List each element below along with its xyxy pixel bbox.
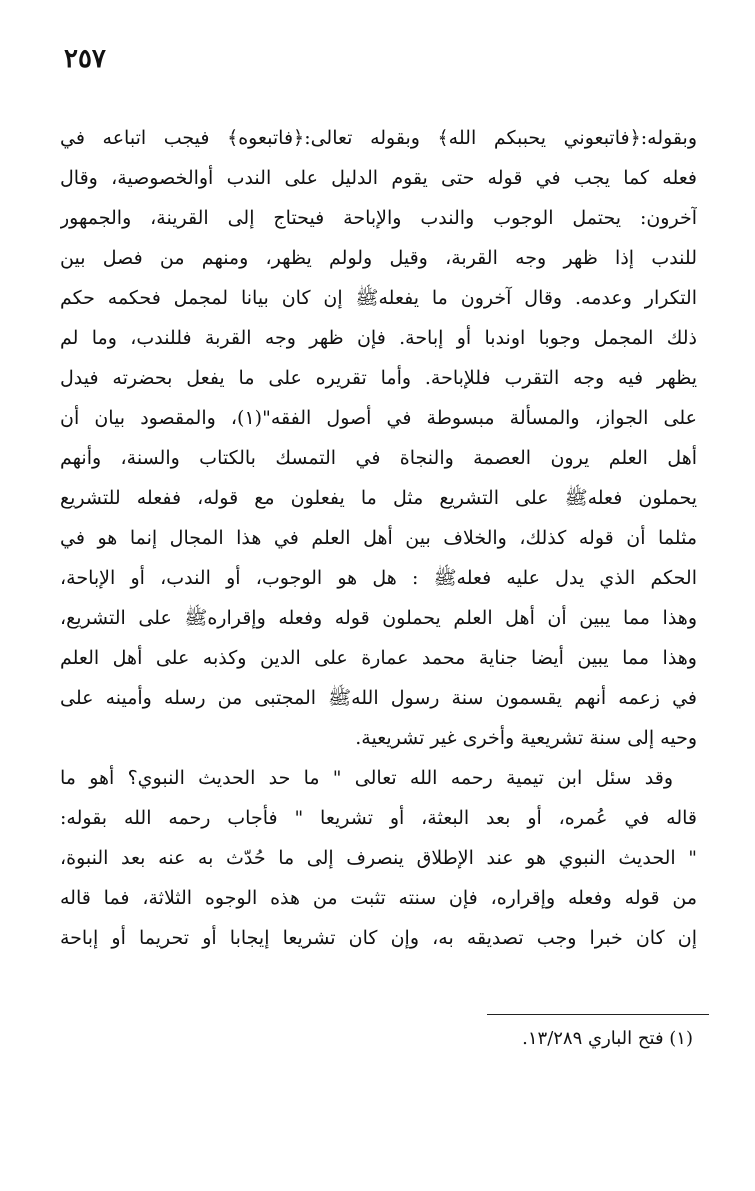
footnote: (١) فتح الباري ١٣/٢٨٩. [522, 1028, 693, 1049]
text-line: وحيه إلى سنة تشريعية وأخرى غير تشريعية. [355, 727, 697, 749]
text-line: في زعمه أنهم يقسمون سنة رسول اللهﷺ المجتبى من رسله وأمينه على [60, 687, 697, 709]
text-line: وهذا مما يبين أن أهل العلم يحملون قوله وفعله وإقرارهﷺ على التشريع، [60, 607, 697, 629]
text-line: يظهر فيه وجه التقرب فللإباحة. وأما تقريره على ما يفعل بحضرته فيدل [60, 367, 697, 389]
text-line: وبقوله:﴿فاتبعوني يحببكم الله﴾ وبقوله تعالى:﴿فاتبعوه﴾ فيجب اتباعه في [60, 127, 697, 149]
text-line: أهل العلم يرون العصمة والنجاة في التمسك بالكتاب والسنة، وأنهم [60, 447, 697, 469]
text-line: وهذا مما يبين أيضا جناية محمد عمارة على الدين وكذبه على أهل العلم [60, 647, 697, 669]
text-line: التكرار وعدمه. وقال آخرون ما يفعلهﷺ إن كان بيانا لمجمل فحكمه حكم [60, 287, 697, 309]
text-line: مثلما أن قوله كذلك، والخلاف بين أهل العلم في هذا المجال إنما هو في [60, 527, 697, 549]
text-line: وقد سئل ابن تيمية رحمه الله تعالى " ما حد الحديث النبوي؟ أهو ما [60, 767, 673, 789]
text-line: الحكم الذي يدل عليه فعلهﷺ : هل هو الوجوب، أو الندب، أو الإباحة، [60, 567, 697, 589]
text-line: يحملون فعلهﷺ على التشريع مثل ما يفعلون مع قوله، ففعله للتشريع [60, 487, 697, 509]
body-text [60, 118, 697, 958]
footnote-divider [487, 1014, 709, 1015]
page-number: ٢٥٧ [64, 44, 106, 74]
text-line: للندب إذا ظهر وجه القربة، وقيل ولولم يظهر، ومنهم من فصل بين [60, 247, 697, 269]
text-line: قاله في عُمره، أو بعد البعثة، أو تشريعا " فأجاب رحمه الله بقوله: [60, 807, 697, 829]
text-line: فعله كما يجب في قوله حتى يقوم الدليل على الندب أوالخصوصية، وقال [60, 167, 697, 189]
text-line: من قوله وفعله وإقراره، فإن سنته تثبت من هذه الوجوه الثلاثة، فما قاله [60, 887, 697, 909]
text-line: ذلك المجمل وجوبا اوندبا أو إباحة. فإن ظهر وجه القربة فللندب، وما لم [60, 327, 697, 349]
text-line: آخرون: يحتمل الوجوب والندب والإباحة فيحتاج إلى القرينة، والجمهور [60, 207, 697, 229]
text-line: على الجواز، والمسألة مبسوطة في أصول الفقه"(١)، والمقصود بيان أن [60, 407, 697, 429]
text-line: إن كان خبرا وجب تصديقه به، وإن كان تشريعا إيجابا أو تحريما أو إباحة [60, 927, 697, 949]
text-line: " الحديث النبوي هو عند الإطلاق ينصرف إلى ما حُدّث به عنه بعد النبوة، [60, 847, 697, 869]
